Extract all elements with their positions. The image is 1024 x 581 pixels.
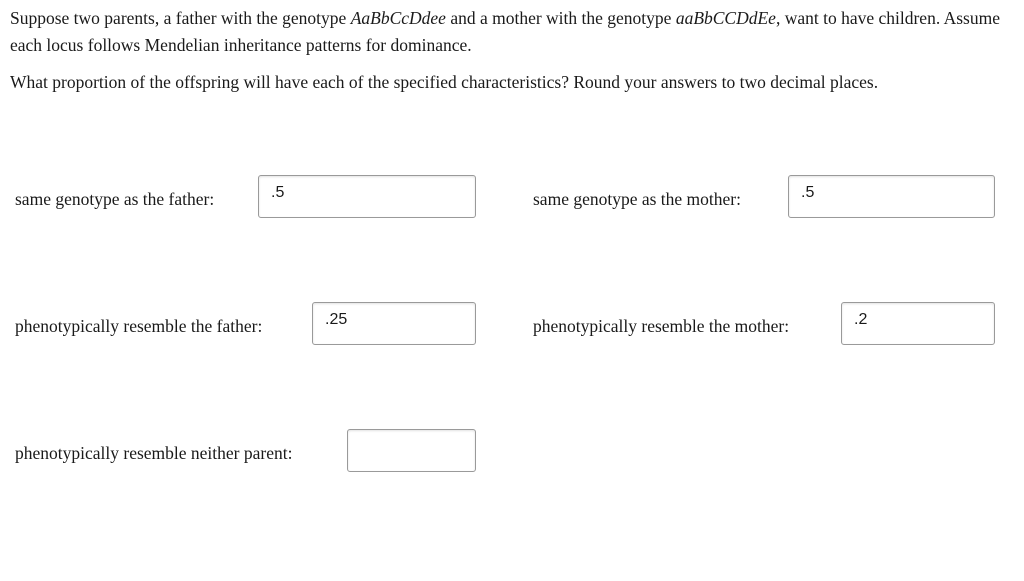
same-genotype-mother-label: same genotype as the mother: [533, 189, 741, 209]
pheno-father-box[interactable] [312, 302, 476, 345]
question-outro: , want to have children. Assume each locus follows Mendelian inheritance patterns for dominance. [10, 8, 1001, 55]
pheno-mother-input[interactable] [842, 303, 994, 344]
father-genotype: AaBbCcDdee [350, 8, 446, 28]
pheno-mother-label: phenotypically resemble the mother: [533, 316, 790, 336]
pheno-mother-box[interactable] [841, 302, 995, 345]
pheno-neither-input[interactable] [348, 430, 475, 471]
question-intro: Suppose two parents, a father with the genotype [10, 8, 351, 28]
same-genotype-father-input[interactable] [259, 176, 475, 217]
same-genotype-mother-input[interactable] [789, 176, 994, 217]
pheno-father-label: phenotypically resemble the father: [15, 316, 263, 336]
question-paragraph-1 [10, 5, 1010, 59]
mother-genotype: aaBbCCDdEe [675, 8, 776, 28]
pheno-father-input[interactable] [313, 303, 475, 344]
pheno-neither-box[interactable] [347, 429, 476, 472]
same-genotype-mother-box[interactable] [788, 175, 995, 218]
question-middle: and a mother with the genotype [445, 8, 676, 28]
question-text [10, 5, 1010, 96]
same-genotype-father-label: same genotype as the father: [15, 189, 215, 209]
same-genotype-father-box[interactable] [258, 175, 476, 218]
pheno-neither-label: phenotypically resemble neither parent: [15, 443, 293, 463]
question-paragraph-2: What proportion of the offspring will have each of the specified characteristics? Round your answers to two decimal places. [10, 72, 879, 92]
